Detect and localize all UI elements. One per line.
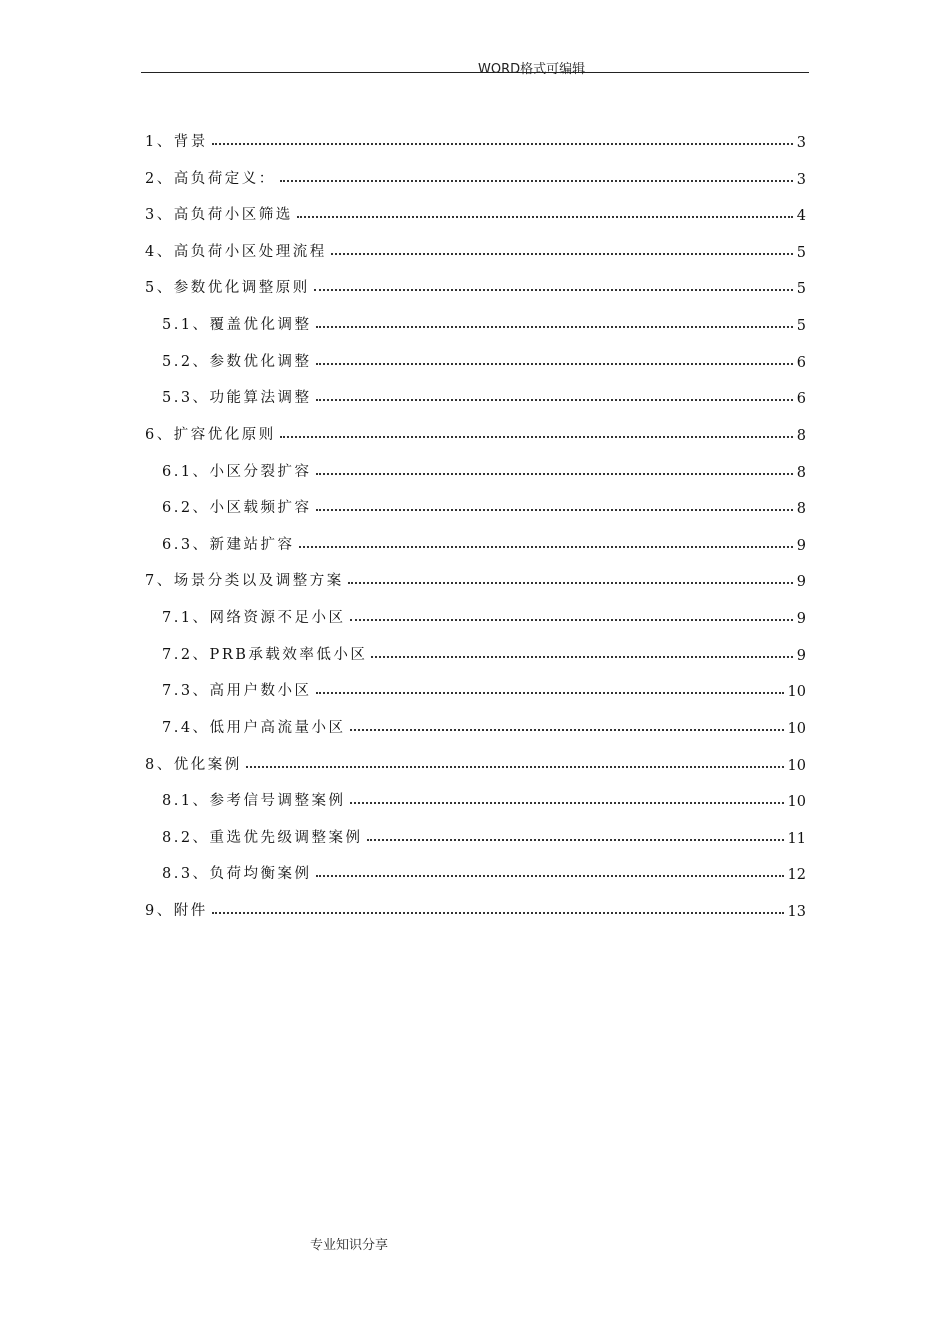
toc-leader-dots [314,289,793,291]
toc-entry-title: 2、高负荷定义： [145,171,276,187]
toc-entry[interactable] [145,275,806,297]
toc-entry-page: 13 [787,904,806,920]
toc-leader-dots [367,839,784,841]
toc-leader-dots [316,692,784,694]
toc-leader-dots [316,875,784,877]
toc-entry-page: 10 [787,758,806,774]
toc-entry-title: 5、参数优化调整原则 [145,280,310,296]
toc-entry-page: 8 [796,465,806,481]
toc-leader-dots [280,180,793,182]
toc-entry-title: 4、高负荷小区处理流程 [145,244,327,260]
toc-entry-page: 3 [796,135,806,151]
toc-entry-page: 9 [796,574,806,590]
toc-leader-dots [212,143,793,145]
toc-entry-page: 11 [787,831,806,847]
toc-entry-title: 7、场景分类以及调整方案 [145,573,344,589]
toc-entry[interactable] [145,166,806,188]
toc-entry-title: 8.1、参考信号调整案例 [162,793,346,809]
toc-entry[interactable] [162,605,806,627]
toc-entry[interactable] [162,385,806,407]
toc-leader-dots [316,326,793,328]
toc-entry-title: 7.4、低用户高流量小区 [162,720,346,736]
header-text: WORD格式可编辑 [478,62,586,77]
toc-entry-page: 12 [787,867,806,883]
toc-entry-title: 3、高负荷小区筛选 [145,207,293,223]
toc-entry-title: 7.1、网络资源不足小区 [162,610,346,626]
toc-entry-title: 6、扩容优化原则 [145,427,276,443]
toc-entry[interactable] [162,532,806,554]
toc-entry-title: 6.1、小区分裂扩容 [162,464,312,480]
toc-leader-dots [297,216,793,218]
toc-entry-title: 5.1、覆盖优化调整 [162,317,312,333]
toc-entry[interactable] [162,312,806,334]
toc-leader-dots [331,253,793,255]
toc-leader-dots [371,656,792,658]
toc-entry[interactable] [162,861,806,883]
footer-text: 专业知识分享 [310,1238,389,1253]
toc-entry-title: 8.2、重选优先级调整案例 [162,830,363,846]
toc-entry-title: 8.3、负荷均衡案例 [162,866,312,882]
toc-entry[interactable] [162,495,806,517]
toc-leader-dots [316,399,793,401]
toc-entry-title: 5.2、参数优化调整 [162,354,312,370]
toc-entry-title: 7.2、PRB承载效率低小区 [162,647,368,663]
toc-entry-title: 7.3、高用户数小区 [162,683,312,699]
toc-entry-page: 9 [796,648,806,664]
toc-entry-page: 6 [796,355,806,371]
toc-leader-dots [212,912,784,914]
toc-entry-page: 3 [796,172,806,188]
toc-entry-page: 5 [796,318,806,334]
toc-entry-page: 8 [796,501,806,517]
toc-entry-page: 4 [796,208,806,224]
toc-leader-dots [348,582,793,584]
toc-entry[interactable] [145,568,806,590]
toc-entry-page: 8 [796,428,806,444]
toc-leader-dots [350,802,784,804]
toc-entry[interactable] [145,129,806,151]
header-rule [141,72,809,73]
toc-entry[interactable] [145,239,806,261]
toc-leader-dots [246,766,784,768]
toc-entry[interactable] [145,898,806,920]
toc-entry-page: 9 [796,538,806,554]
toc-entry-page: 5 [796,281,806,297]
toc-entry-title: 5.3、功能算法调整 [162,390,312,406]
toc-leader-dots [299,546,793,548]
toc-leader-dots [350,729,784,731]
toc-entry-page: 5 [796,245,806,261]
toc-entry[interactable] [162,788,806,810]
toc-leader-dots [280,436,793,438]
toc-entry[interactable] [145,202,806,224]
toc-entry-page: 10 [787,794,806,810]
toc-leader-dots [350,619,793,621]
toc-entry[interactable] [162,642,806,664]
toc-entry-title: 9、附件 [145,903,208,919]
toc-entry[interactable] [162,715,806,737]
toc-entry[interactable] [162,349,806,371]
toc-entry-title: 6.3、新建站扩容 [162,537,295,553]
toc-entry[interactable] [145,422,806,444]
toc-entry-page: 10 [787,721,806,737]
toc-entry-title: 6.2、小区载频扩容 [162,500,312,516]
toc-entry-page: 9 [796,611,806,627]
toc-leader-dots [316,509,793,511]
toc-entry[interactable] [162,678,806,700]
toc-entry-title: 8、优化案例 [145,757,242,773]
toc-leader-dots [316,473,793,475]
toc-entry-page: 10 [787,684,806,700]
toc-entry-page: 6 [796,391,806,407]
toc-entry-title: 1、背景 [145,134,208,150]
toc-entry[interactable] [162,825,806,847]
toc-entry[interactable] [145,752,806,774]
toc-leader-dots [316,363,793,365]
toc-entry[interactable] [162,459,806,481]
